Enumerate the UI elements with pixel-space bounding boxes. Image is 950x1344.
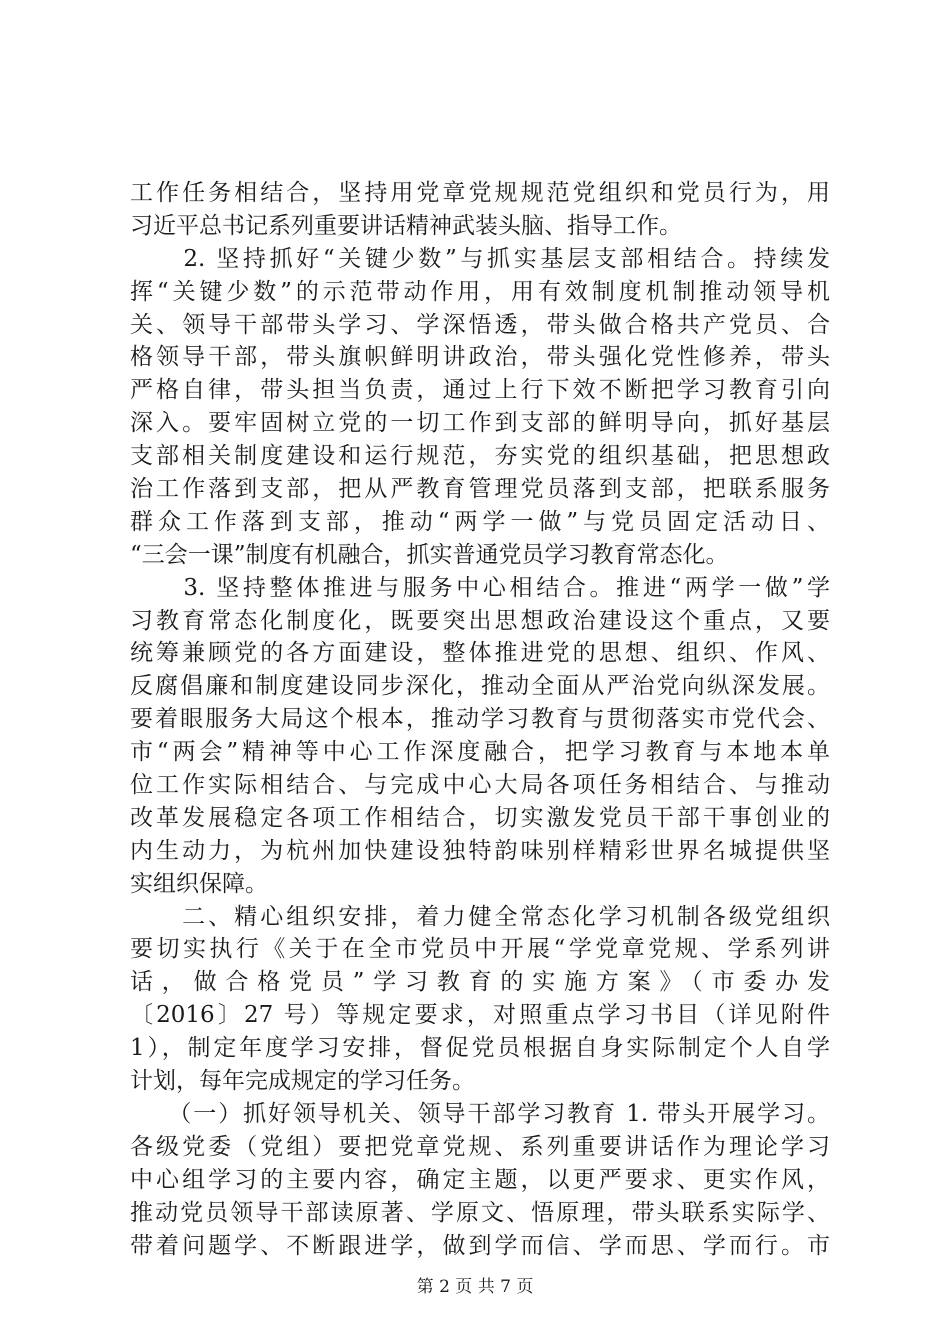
text-line: 中心组学习的主要内容，确定主题，以更严要求、更实作风， bbox=[130, 1166, 830, 1193]
text-line: 挥“关键少数”的示范带动作用，用有效制度机制推动领导机 bbox=[130, 278, 830, 305]
text-line: 要切实执行《关于在全市党员中开展“学党章党规、学系列讲 bbox=[130, 936, 830, 963]
text-line: 内生动力，为杭州加快建设独特韵味别样精彩世界名城提供坚 bbox=[130, 837, 830, 864]
text-line: 推动党员领导干部读原著、学原文、悟原理，带头联系实际学、 bbox=[130, 1199, 830, 1226]
page-footer: 第 2 页 共 7 页 bbox=[416, 1277, 534, 1297]
text-line: 2. 坚持抓好“关键少数”与抓实基层支部相结合。持续发 bbox=[130, 245, 830, 272]
text-line: 1），制定年度学习安排，督促党员根据自身实际制定个人自学 bbox=[130, 1035, 830, 1062]
text-line: 带着问题学、不断跟进学，做到学而信、学而思、学而行。市 bbox=[130, 1232, 830, 1259]
text-line: 治工作落到支部，把从严教育管理党员落到支部，把联系服务 bbox=[130, 476, 830, 503]
text-line: 严格自律，带头担当负责，通过上行下效不断把学习教育引向 bbox=[130, 377, 830, 404]
text-line: 实组织保障。 bbox=[130, 870, 268, 897]
text-line: 深入。要牢固树立党的一切工作到支部的鲜明导向，抓好基层 bbox=[130, 410, 830, 437]
text-line: 要着眼服务大局这个根本，推动学习教育与贯彻落实市党代会、 bbox=[130, 706, 830, 733]
text-line: 群众工作落到支部，推动“两学一做”与党员固定活动日、 bbox=[130, 508, 830, 535]
text-line: 3. 坚持整体推进与服务中心相结合。推进“两学一做”学 bbox=[130, 574, 830, 601]
document-body bbox=[130, 177, 830, 1262]
text-line: 习近平总书记系列重要讲话精神武装头脑、指导工作。 bbox=[130, 212, 682, 239]
text-line: 各级党委（党组）要把党章党规、系列重要讲话作为理论学习 bbox=[130, 1133, 830, 1160]
text-line: 关、领导干部带头学习、学深悟透，带头做合格共产党员、合 bbox=[130, 311, 830, 338]
text-line: 位工作实际相结合、与完成中心大局各项任务相结合、与推动 bbox=[130, 772, 830, 799]
text-line: 统筹兼顾党的各方面建设，整体推进党的思想、组织、作风、 bbox=[130, 640, 830, 667]
text-line: 支部相关制度建设和运行规范，夯实党的组织基础，把思想政 bbox=[130, 443, 830, 470]
text-line: 计划，每年完成规定的学习任务。 bbox=[130, 1068, 475, 1095]
text-line: 格领导干部，带头旗帜鲜明讲政治，带头强化党性修养，带头 bbox=[130, 344, 830, 371]
text-line: “三会一课”制度有机融合，抓实普通党员学习教育常态化。 bbox=[130, 541, 729, 568]
text-line: 话，做合格党员”学习教育的实施方案》（市委办发 bbox=[130, 969, 830, 996]
text-line: 二、精心组织安排，着力健全常态化学习机制各级党组织 bbox=[130, 903, 830, 930]
text-line: （一）抓好领导机关、领导干部学习教育 1. 带头开展学习。 bbox=[130, 1100, 830, 1127]
text-line: 反腐倡廉和制度建设同步深化，推动全面从严治党向纵深发展。 bbox=[130, 673, 830, 700]
text-line: 市“两会”精神等中心工作深度融合，把学习教育与本地本单 bbox=[130, 739, 830, 766]
text-line: 习教育常态化制度化，既要突出思想政治建设这个重点，又要 bbox=[130, 607, 830, 634]
text-line: 工作任务相结合，坚持用党章党规规范党组织和党员行为，用 bbox=[130, 180, 830, 206]
text-line: 改革发展稳定各项工作相结合，切实激发党员干部干事创业的 bbox=[130, 804, 830, 831]
text-line: 〔2016〕27 号）等规定要求，对照重点学习书目（详见附件 bbox=[130, 1002, 830, 1029]
